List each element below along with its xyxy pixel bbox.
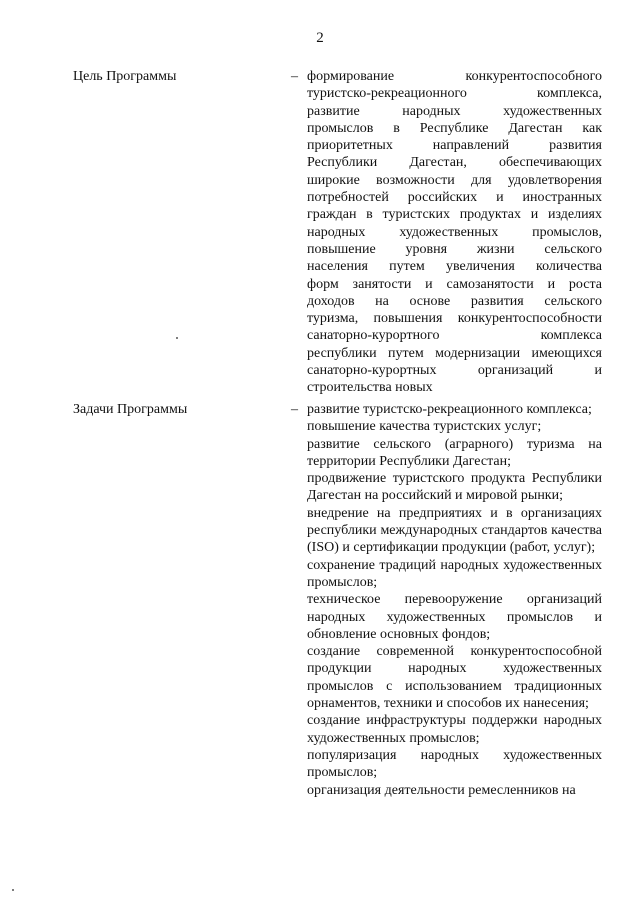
goal-line: формирование конкурентоспособного <box>307 69 602 84</box>
task-item: организация деятельности ремесленников на <box>307 782 576 798</box>
goal-line: промыслов в Республике Дагестан как <box>307 120 602 136</box>
goal-line: доходов на основе развития сельского <box>307 293 602 309</box>
task-item: создание современной конкурентоспособной продукции народных художественных промыслов с использованием традиционных орнаментов, техники и способов их нанесения; <box>307 644 602 712</box>
goal-line: развитие народных художественных <box>307 103 602 119</box>
task-item: продвижение туристского продукта Республики Дагестан на российский и мировой рынки; <box>307 471 602 504</box>
goal-line: санаторно-курортного комплекса <box>307 328 602 344</box>
goal-dash: – <box>291 69 298 84</box>
goal-line: приоритетных направлений развития <box>307 138 602 154</box>
goal-line: потребностей российских и иностранных <box>307 190 602 206</box>
scan-speck <box>12 889 14 891</box>
task-item: сохранение традиций народных художественных промыслов; <box>307 557 602 590</box>
goal-line: форм занятости и самозанятости и роста <box>307 276 602 292</box>
goal-line: Республики Дагестан, обеспечивающих <box>307 155 602 171</box>
task-item: внедрение на предприятиях и в организациях республики международных стандартов качества (ISO) и сертификации продукции (работ, услуг); <box>307 505 602 556</box>
task-item: повышение качества туристских услуг; <box>307 419 542 435</box>
page-number: 2 <box>316 30 324 46</box>
goal-label: Цель Программы <box>73 69 177 84</box>
task-item: популяризация народных художественных промыслов; <box>307 747 602 781</box>
goal-text <box>307 68 602 397</box>
goal-line: санаторно-курортных организаций и <box>307 363 602 379</box>
goal-line: народных художественных промыслов, <box>307 224 602 240</box>
goal-line: повышение уровня жизни сельского <box>307 241 602 257</box>
goal-line: туризма, повышения конкурентоспособности <box>307 311 602 327</box>
goal-line: населения путем увеличения количества <box>307 259 602 275</box>
goal-line: широкие возможности для удовлетворения <box>307 172 602 188</box>
tasks-label: Задачи Программы <box>73 402 188 417</box>
goal-line: республики путем модернизации имеющихся <box>307 345 602 361</box>
task-item: техническое перевооружение организаций народных художественных промыслов и обновление основных фондов; <box>307 592 602 642</box>
task-item: развитие туристско-рекреационного комплекса; <box>307 402 592 417</box>
task-item: создание инфраструктуры поддержки народных художественных промыслов; <box>307 713 602 746</box>
tasks-text <box>307 401 602 799</box>
scan-speck <box>176 337 178 339</box>
goal-line: туристско-рекреационного комплекса, <box>307 86 602 102</box>
task-item: развитие сельского (аграрного) туризма на территории Республики Дагестан; <box>307 436 602 469</box>
goal-line: строительства новых <box>307 380 433 396</box>
goal-line: граждан в туристских продуктах и изделиях <box>307 207 602 223</box>
tasks-dash: – <box>291 402 298 417</box>
